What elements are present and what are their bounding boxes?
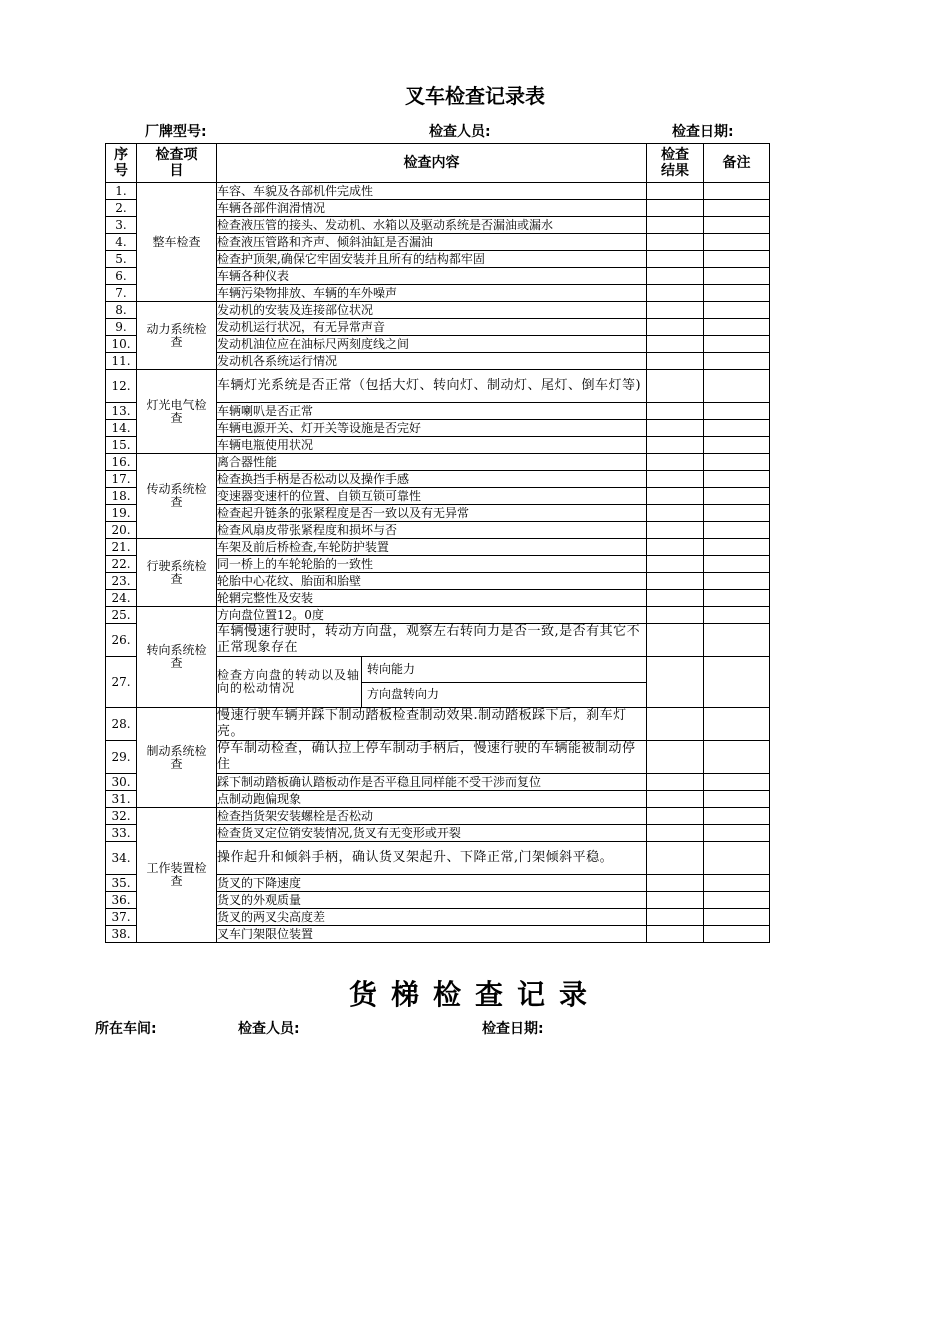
row-number: 29.: [106, 741, 137, 774]
remark-cell[interactable]: [704, 708, 770, 741]
remark-cell[interactable]: [704, 302, 770, 319]
result-cell[interactable]: [647, 437, 704, 454]
result-cell[interactable]: [647, 791, 704, 808]
result-cell[interactable]: [647, 842, 704, 875]
result-cell[interactable]: [647, 319, 704, 336]
row-number: 28.: [106, 708, 137, 741]
remark-cell[interactable]: [704, 234, 770, 251]
content-cell: 轮辋完整性及安装: [217, 590, 647, 607]
forklift-inspection-table: [105, 143, 770, 943]
content-cell: 操作起升和倾斜手柄，确认货叉架起升、下降正常,门架倾斜平稳。: [217, 842, 647, 875]
content-cell: 检查换挡手柄是否松动以及操作手感: [217, 471, 647, 488]
row-number: 9.: [106, 319, 137, 336]
content-cell: 发动机运行状况，有无异常声音: [217, 319, 647, 336]
remark-cell[interactable]: [704, 420, 770, 437]
result-cell[interactable]: [647, 539, 704, 556]
category-c1: 整车检查: [137, 183, 217, 302]
header-remark: 备注: [704, 144, 770, 183]
brand-model-label: 厂牌型号:: [145, 124, 207, 140]
remark-cell[interactable]: [704, 505, 770, 522]
result-cell[interactable]: [647, 892, 704, 909]
table-row: [106, 302, 770, 319]
header-seq: 序号: [106, 144, 137, 183]
result-cell[interactable]: [647, 556, 704, 573]
row-number: 35.: [106, 875, 137, 892]
remark-cell[interactable]: [704, 825, 770, 842]
category-c4: 传动系统检查: [137, 454, 217, 539]
result-cell[interactable]: [647, 624, 704, 657]
result-cell[interactable]: [647, 808, 704, 825]
remark-cell[interactable]: [704, 573, 770, 590]
header-content: 检查内容: [217, 144, 647, 183]
result-cell[interactable]: [647, 183, 704, 200]
remark-cell[interactable]: [704, 909, 770, 926]
result-cell[interactable]: [647, 590, 704, 607]
content-cell: 检查方向盘的转动以及轴向的松动情况: [217, 657, 362, 708]
remark-cell[interactable]: [704, 251, 770, 268]
row-number: 33.: [106, 825, 137, 842]
remark-cell[interactable]: [704, 607, 770, 624]
row-number: 4.: [106, 234, 137, 251]
elevator-date-label: 检查日期:: [482, 1021, 544, 1037]
content-cell: 点制动跑偏现象: [217, 791, 647, 808]
content-cell: 车容、车貌及各部机件完成性: [217, 183, 647, 200]
result-cell[interactable]: [647, 268, 704, 285]
table-row: [106, 607, 770, 624]
remark-cell[interactable]: [704, 217, 770, 234]
row-number: 20.: [106, 522, 137, 539]
remark-cell[interactable]: [704, 556, 770, 573]
content-cell: 车架及前后桥检查,车轮防护装置: [217, 539, 647, 556]
content-cell: 货叉的两叉尖高度差: [217, 909, 647, 926]
remark-cell[interactable]: [704, 892, 770, 909]
content-cell: 车辆电瓶使用状况: [217, 437, 647, 454]
table-row: [106, 183, 770, 200]
row-number: 38.: [106, 926, 137, 943]
remark-cell[interactable]: [704, 471, 770, 488]
result-cell[interactable]: [647, 522, 704, 539]
sub-item: 转向能力: [362, 657, 646, 682]
content-cell: 叉车门架限位装置: [217, 926, 647, 943]
table-row: [106, 808, 770, 825]
content-cell: 变速器变速杆的位置、自锁互锁可靠性: [217, 488, 647, 505]
remark-cell[interactable]: [704, 183, 770, 200]
result-cell[interactable]: [647, 403, 704, 420]
content-cell: 轮胎中心花纹、胎面和胎壁: [217, 573, 647, 590]
result-cell[interactable]: [647, 607, 704, 624]
result-cell[interactable]: [647, 251, 704, 268]
category-c8: 工作装置检查: [137, 808, 217, 943]
content-cell: 检查液压管的接头、发动机、水箱以及驱动系统是否漏油或漏水: [217, 217, 647, 234]
remark-cell[interactable]: [704, 268, 770, 285]
result-cell[interactable]: [647, 200, 704, 217]
row-number: 23.: [106, 573, 137, 590]
elevator-inspector-label: 检查人员:: [238, 1021, 300, 1037]
remark-cell[interactable]: [704, 624, 770, 657]
result-cell[interactable]: [647, 454, 704, 471]
result-cell[interactable]: [647, 825, 704, 842]
content-cell: 发动机油位应在油标尺两刻度线之间: [217, 336, 647, 353]
row-number: 34.: [106, 842, 137, 875]
steering-sub-table: [362, 657, 646, 707]
remark-cell[interactable]: [704, 808, 770, 825]
remark-cell[interactable]: [704, 285, 770, 302]
row-number: 24.: [106, 590, 137, 607]
row-number: 18.: [106, 488, 137, 505]
content-cell: 检查货叉定位销安装情况,货叉有无变形或开裂: [217, 825, 647, 842]
row-number: 37.: [106, 909, 137, 926]
result-cell[interactable]: [647, 420, 704, 437]
category-c6: 转向系统检查: [137, 607, 217, 708]
content-cell: 车辆慢速行驶时，转动方向盘，观察左右转向力是否一致,是否有其它不正常现象存在: [217, 624, 647, 657]
row-number: 32.: [106, 808, 137, 825]
table-row: [106, 539, 770, 556]
remark-cell[interactable]: [704, 926, 770, 943]
workshop-label: 所在车间:: [95, 1021, 157, 1037]
remark-cell[interactable]: [704, 437, 770, 454]
row-number: 22.: [106, 556, 137, 573]
row-number: 7.: [106, 285, 137, 302]
row-number: 1.: [106, 183, 137, 200]
content-cell: 慢速行驶车辆并踩下制动踏板检查制动效果.制动踏板踩下后，刹车灯亮。: [217, 708, 647, 741]
content-cell: 离合器性能: [217, 454, 647, 471]
elevator-record-title: 货梯检查记录: [348, 978, 601, 1011]
content-cell: 同一桥上的车轮轮胎的一致性: [217, 556, 647, 573]
remark-cell[interactable]: [704, 774, 770, 791]
remark-cell[interactable]: [704, 875, 770, 892]
content-cell: 停车制动检查，确认拉上停车制动手柄后，慢速行驶的车辆能被制动停住: [217, 741, 647, 774]
result-cell[interactable]: [647, 471, 704, 488]
category-c5: 行驶系统检查: [137, 539, 217, 607]
row-number: 26.: [106, 624, 137, 657]
row-number: 11.: [106, 353, 137, 370]
table-row: [106, 370, 770, 403]
content-cell: 检查起升链条的张紧程度是否一致以及有无异常: [217, 505, 647, 522]
content-cell: 车辆灯光系统是否正常（包括大灯、转向灯、制动灯、尾灯、倒车灯等): [217, 370, 647, 403]
row-number: 2.: [106, 200, 137, 217]
result-cell[interactable]: [647, 909, 704, 926]
category-c3: 灯光电气检查: [137, 370, 217, 454]
remark-cell[interactable]: [704, 741, 770, 774]
content-cell: 发动机的安装及连接部位状况: [217, 302, 647, 319]
content-cell: 货叉的下降速度: [217, 875, 647, 892]
row-number: 19.: [106, 505, 137, 522]
content-cell: 车辆各种仪表: [217, 268, 647, 285]
remark-cell[interactable]: [704, 590, 770, 607]
result-cell[interactable]: [647, 353, 704, 370]
content-cell: 检查风扇皮带张紧程度和损坏与否: [217, 522, 647, 539]
header-item: 检查项目: [137, 144, 217, 183]
category-c7: 制动系统检查: [137, 708, 217, 808]
row-number: 21.: [106, 539, 137, 556]
category-c2: 动力系统检查: [137, 302, 217, 370]
result-cell[interactable]: [647, 573, 704, 590]
result-cell[interactable]: [647, 708, 704, 741]
result-cell[interactable]: [647, 285, 704, 302]
result-cell[interactable]: [647, 875, 704, 892]
table-row: [106, 454, 770, 471]
remark-cell[interactable]: [704, 200, 770, 217]
result-cell[interactable]: [647, 302, 704, 319]
content-cell: 车辆电源开关、灯开关等设施是否完好: [217, 420, 647, 437]
table-row: [106, 708, 770, 741]
result-cell[interactable]: [647, 774, 704, 791]
result-cell[interactable]: [647, 234, 704, 251]
result-cell[interactable]: [647, 926, 704, 943]
row-number: 30.: [106, 774, 137, 791]
result-cell[interactable]: [647, 370, 704, 403]
row-number: 17.: [106, 471, 137, 488]
content-cell: 车辆各部件润滑情况: [217, 200, 647, 217]
sub-item: 方向盘转向力: [367, 687, 440, 702]
content-cell: 发动机各系统运行情况: [217, 353, 647, 370]
row-number: 8.: [106, 302, 137, 319]
content-cell: 货叉的外观质量: [217, 892, 647, 909]
content-cell: 车辆污染物排放、车辆的车外噪声: [217, 285, 647, 302]
inspection-date-label: 检查日期:: [672, 124, 734, 140]
row-number: 13.: [106, 403, 137, 420]
remark-cell[interactable]: [704, 336, 770, 353]
row-number: 3.: [106, 217, 137, 234]
remark-cell[interactable]: [704, 539, 770, 556]
result-cell[interactable]: [647, 741, 704, 774]
remark-cell[interactable]: [704, 842, 770, 875]
remark-cell[interactable]: [704, 353, 770, 370]
remark-cell[interactable]: [704, 791, 770, 808]
row-number: 36.: [106, 892, 137, 909]
row-number: 15.: [106, 437, 137, 454]
row-number: 25.: [106, 607, 137, 624]
content-cell: 车辆喇叭是否正常: [217, 403, 647, 420]
content-cell: 检查液压管路和齐声、倾斜油缸是否漏油: [217, 234, 647, 251]
row-number: 10.: [106, 336, 137, 353]
row-number: 27.: [106, 657, 137, 708]
row-number: 5.: [106, 251, 137, 268]
content-cell: 踩下制动踏板确认踏板动作是否平稳且同样能不受干涉而复位: [217, 774, 647, 791]
row-number: 31.: [106, 791, 137, 808]
row-number: 6.: [106, 268, 137, 285]
result-cell[interactable]: [647, 657, 704, 708]
page-title: 叉车检查记录表: [405, 84, 545, 108]
row-number: 12.: [106, 370, 137, 403]
content-cell: 检查挡货架安装螺栓是否松动: [217, 808, 647, 825]
remark-cell[interactable]: [704, 488, 770, 505]
remark-cell[interactable]: [704, 522, 770, 539]
row-number: 14.: [106, 420, 137, 437]
remark-cell[interactable]: [704, 657, 770, 708]
remark-cell[interactable]: [704, 319, 770, 336]
remark-cell[interactable]: [704, 370, 770, 403]
result-cell[interactable]: [647, 217, 704, 234]
result-cell[interactable]: [647, 336, 704, 353]
remark-cell[interactable]: [704, 403, 770, 420]
inspector-label: 检查人员:: [429, 124, 491, 140]
header-result: 检查结果: [647, 144, 704, 183]
remark-cell[interactable]: [704, 454, 770, 471]
result-cell[interactable]: [647, 488, 704, 505]
result-cell[interactable]: [647, 505, 704, 522]
content-cell: 检查护顶架,确保它牢固安装并且所有的结构都牢固: [217, 251, 647, 268]
row-number: 16.: [106, 454, 137, 471]
content-cell: 方向盘位置12。0度: [217, 607, 647, 624]
